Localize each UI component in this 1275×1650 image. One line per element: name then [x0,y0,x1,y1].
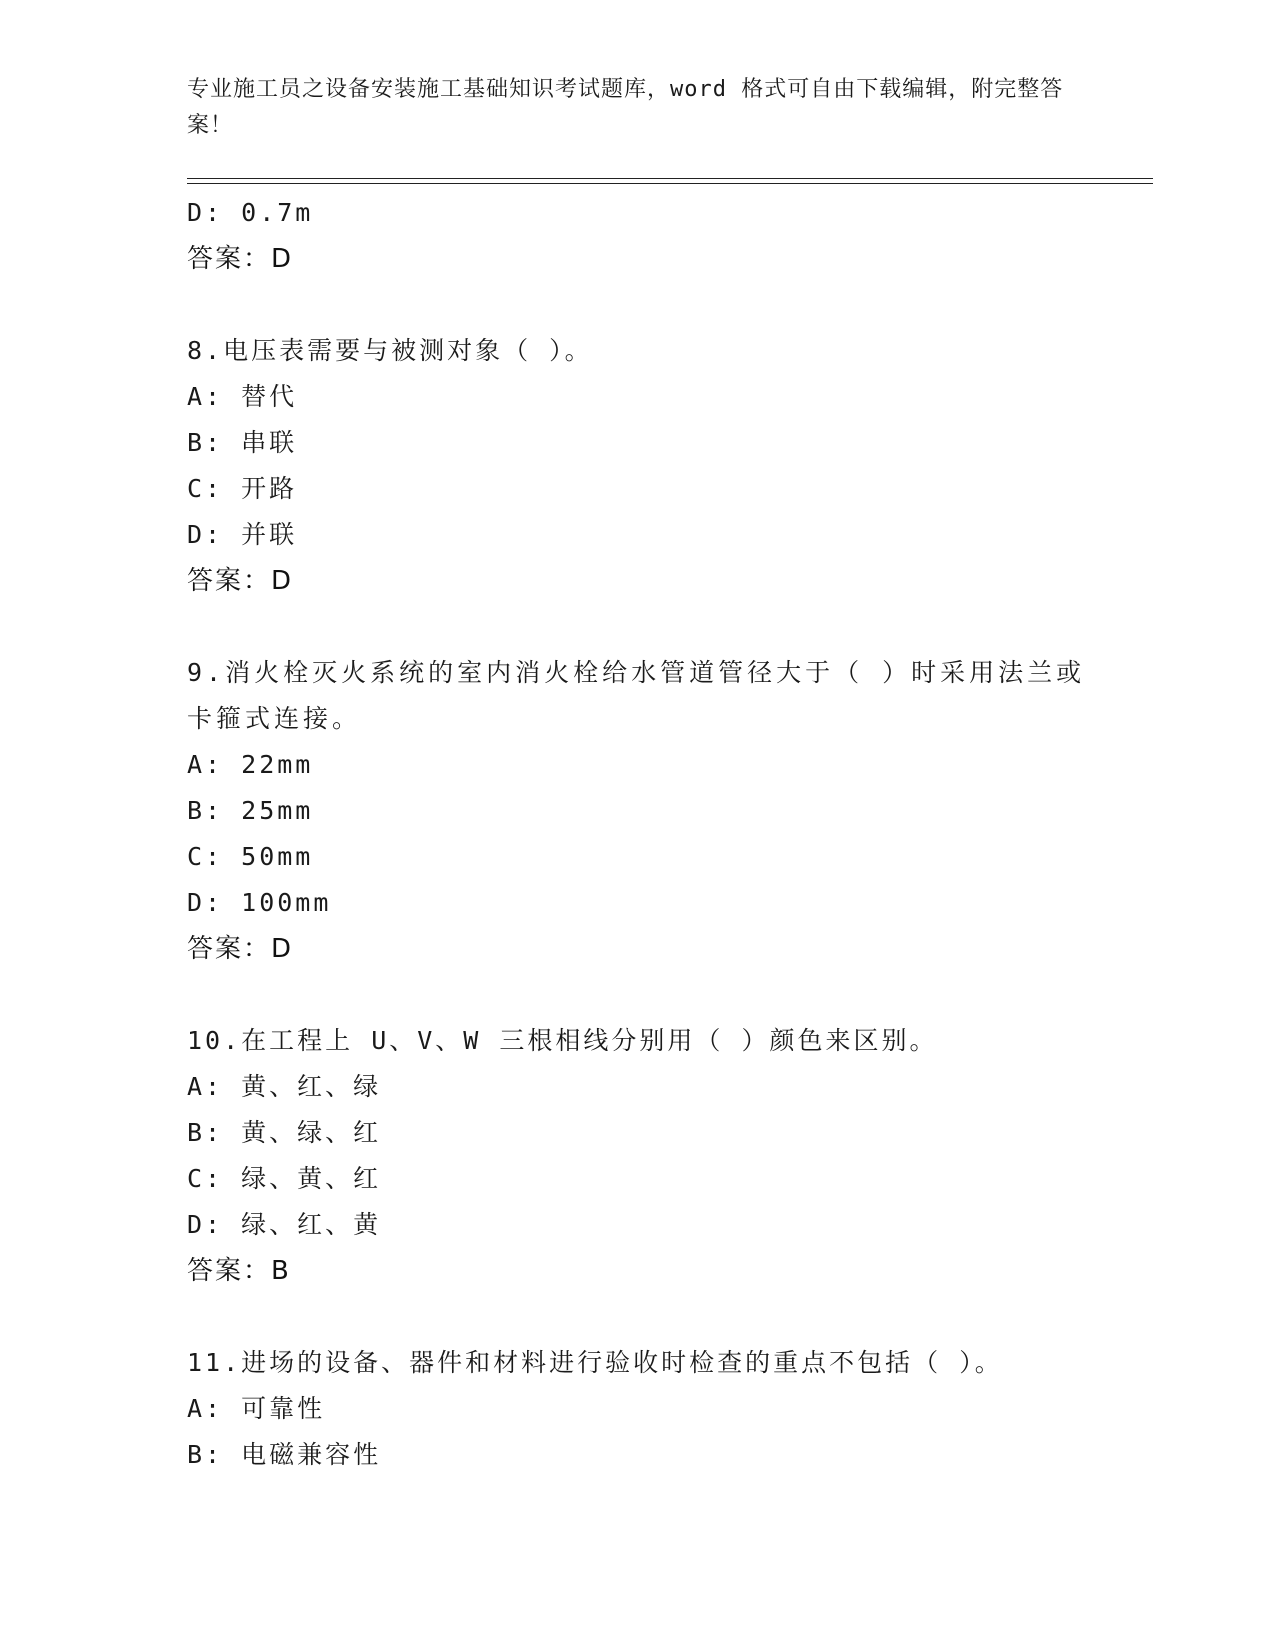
question-8-option-b: B: 串联 [187,428,298,457]
question-9-option-a: A: 22mm [187,750,314,779]
question-10-option-a: A: 黄、红、绿 [187,1072,382,1101]
question-9-text: 9.消火栓灭火系统的室内消火栓给水管道管径大于（ ）时采用法兰或卡箍式连接。 [187,658,1086,733]
question-9-answer: 答案：D [187,934,294,964]
prev-option-d: D: 0.7m [187,198,314,227]
question-list [187,190,1087,1478]
question-10-option-c: C: 绿、黄、红 [187,1164,382,1193]
question-11-option-a: A: 可靠性 [187,1394,326,1423]
question-10-option-b: B: 黄、绿、红 [187,1118,382,1147]
prev-answer: 答案：D [187,244,294,274]
question-8-text: 8.电压表需要与被测对象（ ）。 [187,336,593,365]
question-11-option-b: B: 电磁兼容性 [187,1440,382,1469]
question-8-option-c: C: 开路 [187,474,298,503]
header-divider-bottom [187,183,1153,184]
question-9-option-d: D: 100mm [187,888,332,917]
question-10-answer: 答案：B [187,1256,291,1286]
document-header: 专业施工员之设备安装施工基础知识考试题库，word 格式可自由下载编辑，附完整答案！ [187,77,1064,138]
question-9-option-b: B: 25mm [187,796,314,825]
spacer [187,1294,1087,1340]
spacer [187,282,1087,328]
spacer [187,604,1087,650]
question-8-answer: 答案：D [187,566,294,596]
header-divider-top [187,178,1153,179]
question-9-option-c: C: 50mm [187,842,314,871]
question-8-option-a: A: 替代 [187,382,298,411]
spacer [187,972,1087,1018]
question-10-option-d: D: 绿、红、黄 [187,1210,382,1239]
question-11-text: 11.进场的设备、器件和材料进行验收时检查的重点不包括（ ）。 [187,1348,1003,1377]
question-8-option-d: D: 并联 [187,520,298,549]
question-10-text: 10.在工程上 U、V、W 三根相线分别用（ ）颜色来区别。 [187,1026,938,1055]
